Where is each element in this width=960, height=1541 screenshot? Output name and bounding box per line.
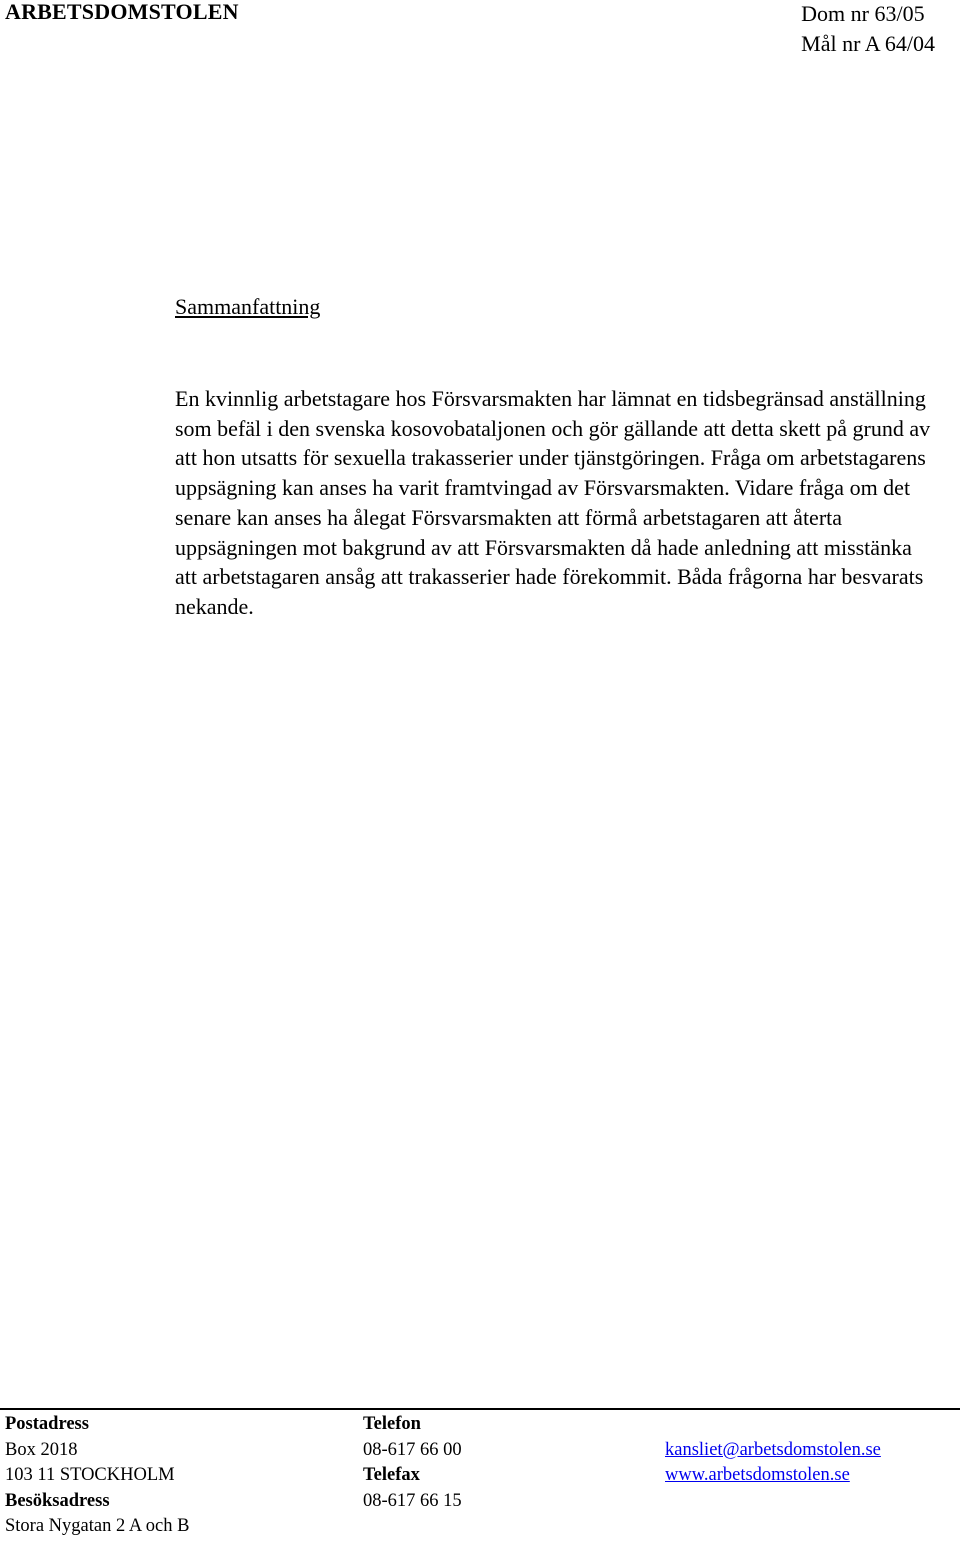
footer-row-1 [0, 1412, 960, 1438]
postal-box: Box 2018 [5, 1439, 78, 1460]
email-link[interactable]: kansliet@arbetsdomstolen.se [665, 1439, 881, 1460]
phone-label: Telefon [363, 1414, 421, 1434]
footer-contact-block [0, 1412, 960, 1540]
footer-row-2 [0, 1438, 960, 1464]
footer-divider [0, 1408, 960, 1410]
court-name: ARBETSDOMSTOLEN [5, 0, 239, 24]
summary-paragraph: En kvinnlig arbetstagare hos Försvarsmakten har lämnat en tidsbegränsad anställning som befäl i den svenska kosovobataljonen och gör gällande att detta skett på grund av att hon utsatts för sexuella trakasserier under tjänstgöringen. Fråga om arbetstagarens uppsägning kan anses ha varit framtvingad av Försvarsmakten. Vidare fråga om det senare kan anses ha ålegat Försvarsmakten att förmå arbetstagaren att återta uppsägningen mot bakgrund av att Försvarsmakten då hade anledning att misstänka att arbetstagaren ansåg att trakasserier hade förekommit. Båda frågorna har besvarats nekande. [175, 386, 931, 619]
website-link[interactable]: www.arbetsdomstolen.se [665, 1465, 850, 1486]
phone-number: 08-617 66 00 [363, 1439, 462, 1460]
case-number: Mål nr A 64/04 [801, 31, 935, 56]
postal-city: 103 11 STOCKHOLM [5, 1465, 175, 1486]
postal-address-label: Postadress [5, 1414, 89, 1434]
visiting-address-label: Besöksadress [5, 1490, 110, 1511]
footer-row-5 [0, 1514, 960, 1540]
footer-row-4 [0, 1489, 960, 1515]
visiting-address: Stora Nygatan 2 A och B [5, 1516, 190, 1537]
summary-heading: Sammanfattning [175, 294, 321, 319]
footer-row-3 [0, 1463, 960, 1489]
case-reference [801, 0, 935, 59]
judgment-number: Dom nr 63/05 [801, 1, 925, 26]
fax-number: 08-617 66 15 [363, 1490, 462, 1511]
fax-label: Telefax [363, 1465, 420, 1486]
